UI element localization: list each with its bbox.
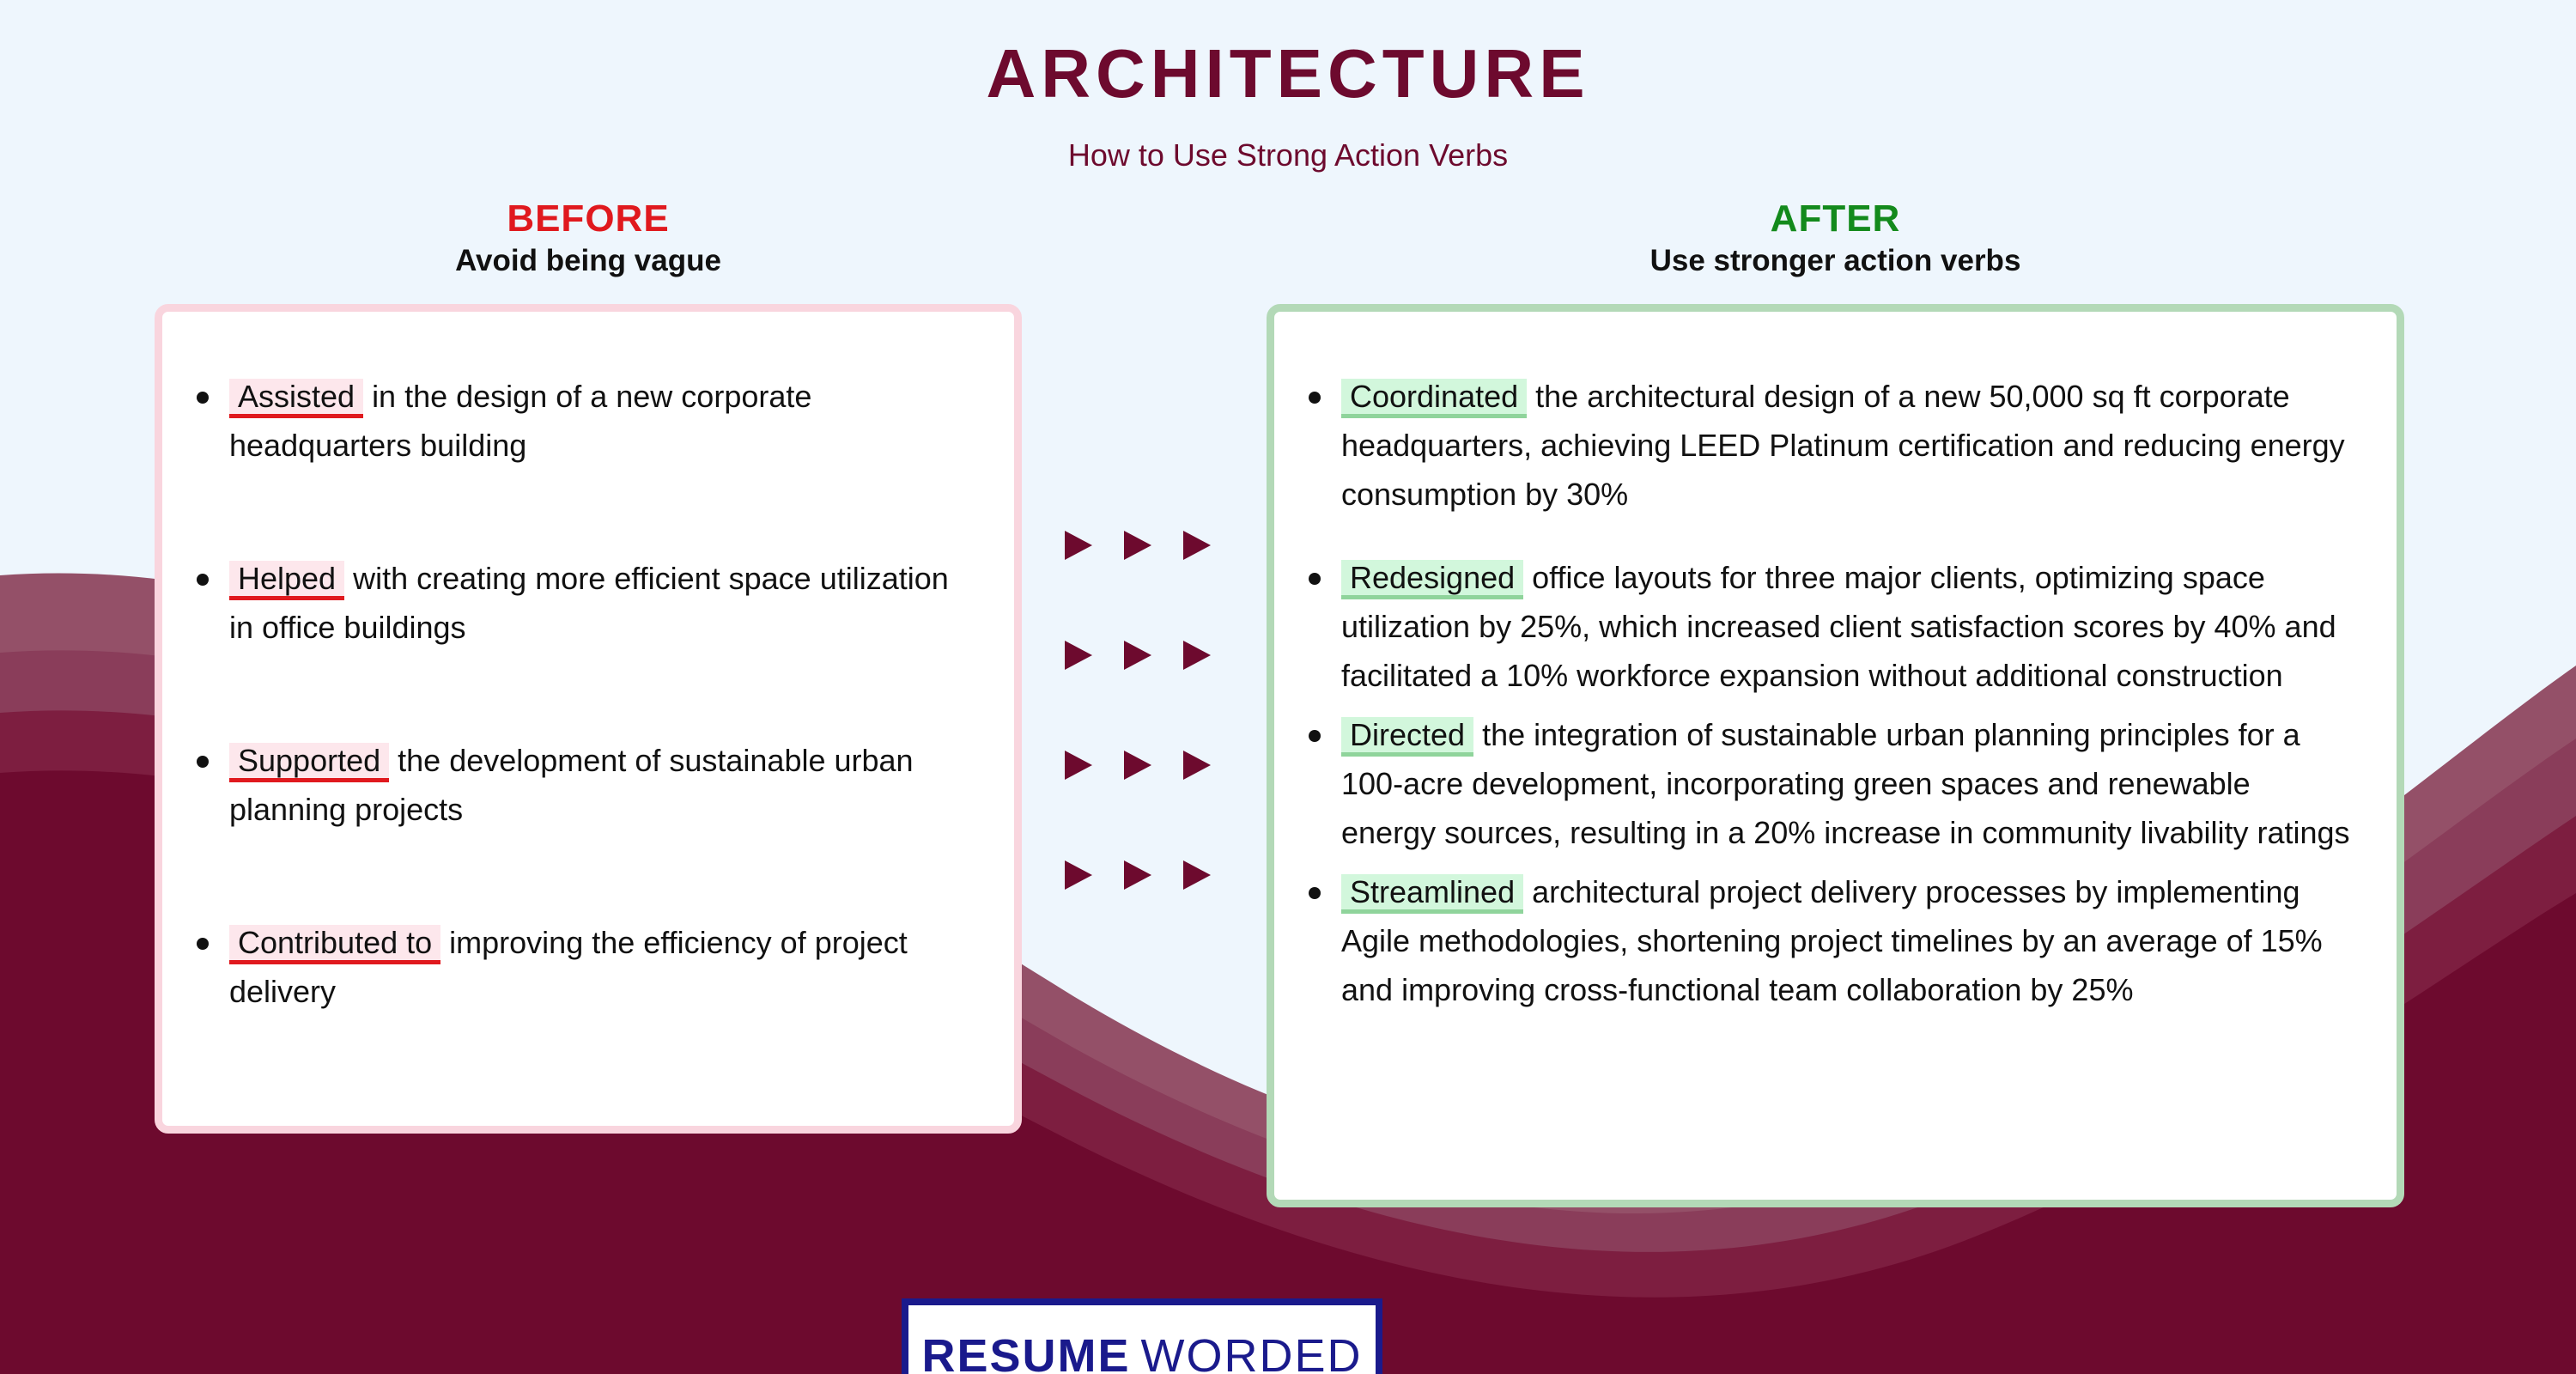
- after-header: [1267, 198, 2404, 278]
- triple-right-arrow-icon: [1065, 751, 1211, 780]
- after-card: [1267, 304, 2404, 1207]
- before-subheading: Avoid being vague: [455, 244, 721, 277]
- triple-right-arrow-icon: [1065, 860, 1211, 890]
- after-item: [1305, 710, 2353, 857]
- before-item: [193, 554, 966, 652]
- before-header: [155, 198, 1022, 278]
- weak-verb: Contributed to: [229, 925, 440, 964]
- before-list: [193, 372, 966, 1100]
- resume-worded-logo: [902, 1298, 1382, 1374]
- logo-resume: RESUME: [921, 1330, 1131, 1374]
- strong-verb: Redesigned: [1341, 560, 1523, 599]
- triple-right-arrow-icon: [1065, 641, 1211, 670]
- after-item-text: office layouts for three major clients, optimizing space utilization by 25%, which increased client satisfaction scores by 40% and facilitated a 10% workforce expansion without additional construction: [1341, 560, 2336, 693]
- before-heading: BEFORE: [507, 198, 670, 240]
- after-item-text: architectural project delivery processes by implementing Agile methodologies, shortening project timelines by an average of 15% and improving cross-functional team collaboration by 25%: [1341, 874, 2323, 1007]
- after-subheading: Use stronger action verbs: [1649, 244, 2021, 277]
- after-item: [1305, 867, 2353, 1014]
- before-item: [193, 372, 966, 470]
- weak-verb: Supported: [229, 743, 389, 782]
- before-item-text: the development of sustainable urban planning projects: [229, 743, 914, 827]
- before-item: [193, 736, 966, 834]
- after-item: [1305, 553, 2353, 700]
- page-subtitle: How to Use Strong Action Verbs: [1067, 137, 1509, 173]
- after-heading: AFTER: [1770, 198, 1901, 240]
- logo-worded: WORDED: [1140, 1330, 1363, 1374]
- before-item-text: in the design of a new corporate headquarters building: [229, 379, 812, 463]
- before-item-text: with creating more efficient space utilization in office buildings: [229, 561, 949, 645]
- weak-verb: Assisted: [229, 379, 363, 418]
- strong-verb: Coordinated: [1341, 379, 1527, 418]
- before-card: [155, 304, 1022, 1134]
- weak-verb: Helped: [229, 561, 344, 600]
- after-item: [1305, 372, 2353, 519]
- before-item-text: improving the efficiency of project delivery: [229, 925, 908, 1009]
- triple-right-arrow-icon: [1065, 531, 1211, 560]
- after-list: [1305, 372, 2353, 1024]
- strong-verb: Directed: [1341, 717, 1473, 757]
- strong-verb: Streamlined: [1341, 874, 1523, 914]
- page-title: ARCHITECTURE: [986, 35, 1590, 112]
- after-item-text: the integration of sustainable urban planning principles for a 100-acre development, incorporating green spaces and renewable energy sources, resulting in a 20% increase in community livability ratings: [1341, 717, 2350, 850]
- after-item-text: the architectural design of a new 50,000 sq ft corporate headquarters, achieving LEED Platinum certification and reducing energy consumption by 30%: [1341, 379, 2345, 512]
- before-item: [193, 918, 966, 1016]
